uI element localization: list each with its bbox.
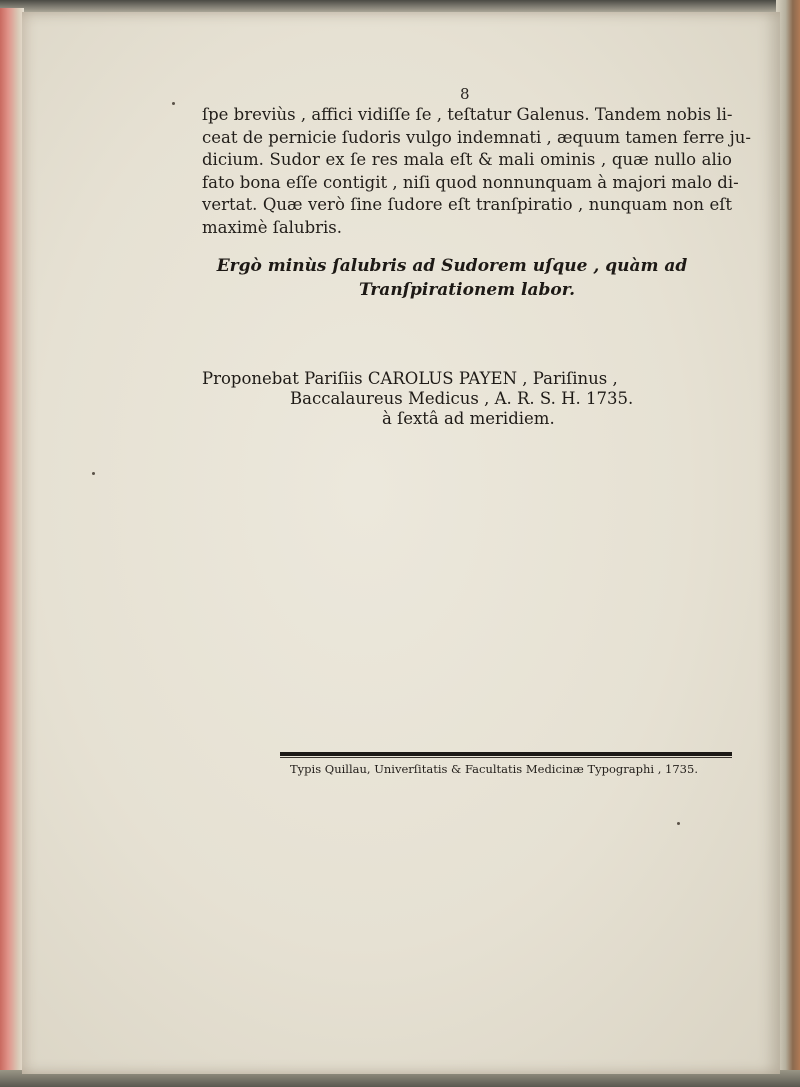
printer-imprint: Typis Quillau, Univerſitatis & Facultatis Medicinæ Typographi , 1735. (290, 762, 698, 776)
conclusion-line: Tranſpirationem labor. (358, 280, 576, 300)
body-line: maximè ſalubris. (202, 217, 343, 237)
proposer-block (202, 369, 742, 429)
body-paragraph (202, 104, 751, 239)
show-through-texture (182, 207, 742, 907)
proposer-line: Baccalaureus Medicus , A. R. S. H. 1735. (290, 389, 634, 408)
conclusion-statement (202, 254, 732, 302)
paper-speck (172, 102, 175, 105)
document-page (22, 12, 780, 1074)
body-line: vertat. Quæ verò ſine ſudore eſt tranſpiratio , nunquam non eſt (202, 195, 732, 214)
conclusion-line: Ergò minùs ſalubris ad Sudorem uſque , quàm ad (216, 256, 688, 276)
paper-speck (92, 472, 95, 475)
divider-rule (280, 752, 732, 756)
book-left-edge (0, 8, 24, 1078)
body-line: fato bona eſſe contigit , niſi quod nonnunquam à majori malo di- (202, 172, 739, 192)
proposer-line: Proponebat Pariſiis CAROLUS PAYEN , Pariſinus , (202, 369, 618, 388)
page-number: 8 (460, 85, 470, 103)
proposer-line: à ſextâ ad meridiem. (382, 409, 555, 428)
body-line: ceat de pernicie ſudoris vulgo indemnati , æquum tamen ferre ju- (202, 127, 751, 147)
divider-rule-thin (280, 757, 732, 758)
body-line: dicium. Sudor ex ſe res mala eſt & mali ominis , quæ nullo alio (202, 150, 732, 169)
paper-speck (677, 822, 680, 825)
body-line: ſpe breviùs , affici vidiſſe ſe , teſtatur Galenus. Tandem nobis li- (202, 105, 733, 124)
